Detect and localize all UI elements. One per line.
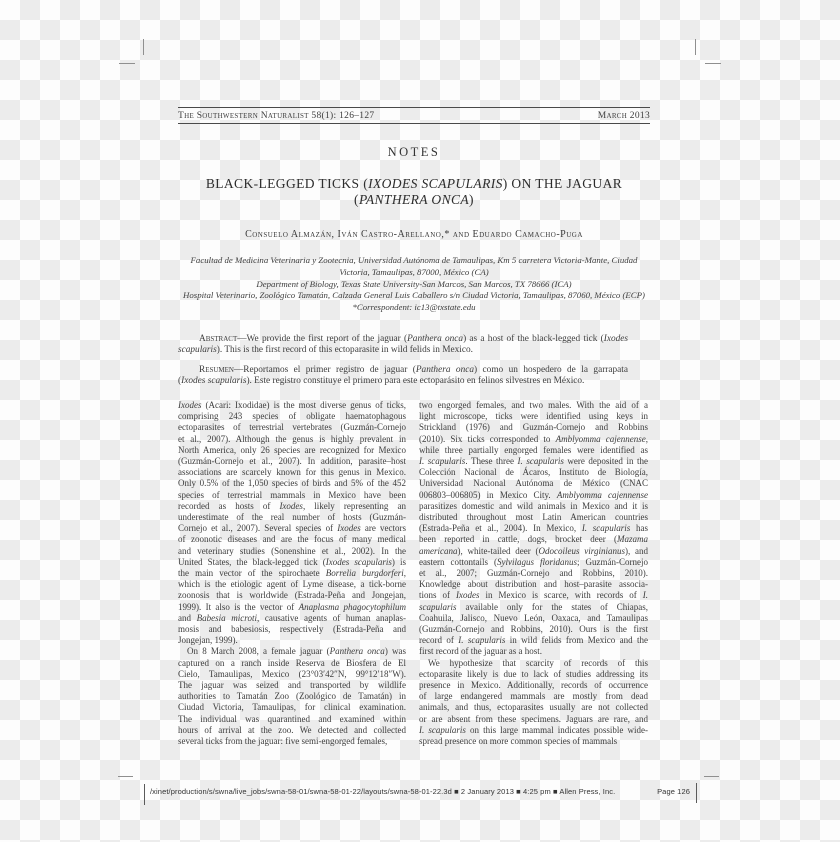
text-run: Cielo, Tamaulipas, Mexico (23°03′42″N, 99°12′18″W). <box>178 668 406 679</box>
text-line <box>178 456 406 467</box>
text-line <box>178 646 406 657</box>
text-run: I. scapularis <box>517 456 564 467</box>
text-run: recorded as hosts of <box>178 500 280 511</box>
text-line <box>419 434 648 445</box>
crop-mark-top-left-vertical <box>143 39 144 55</box>
text-line <box>178 411 406 422</box>
text-run: and veterinary studies (Sonenshine et al., 2002). In the <box>178 545 406 556</box>
text-run: ) is <box>391 556 406 567</box>
text-run: , <box>403 568 407 579</box>
text-run: captured on a ranch inside Reserva de Biosfera de El <box>178 657 406 668</box>
text-run: Jongejan, 1999). <box>178 635 238 646</box>
text-line <box>178 736 406 747</box>
text-run: been reported in cattle, dogs, brocket deer ( <box>419 534 617 545</box>
text-run: United States, the black-legged tick ( <box>178 556 326 567</box>
text-run: , causative agents of human anaplas- <box>256 612 406 623</box>
text-run: presence in Mexico. Additionally, records of occurrence <box>419 680 648 691</box>
text-run: comprising 243 species of obligate haematophagous <box>178 411 406 422</box>
text-line <box>178 523 406 534</box>
text-run: The individual was quarantined and examined within <box>178 713 406 724</box>
article-title <box>168 176 660 208</box>
text-line <box>419 602 648 613</box>
text-run: Ixodes <box>279 500 303 511</box>
text-run: Coahuila, Jalisco, Nuevo León, Oaxaca, and Tamaulipas <box>419 612 648 623</box>
text-line <box>178 624 406 635</box>
text-run: while three partially engorged females were identified as <box>419 444 648 455</box>
authors-line: Consuelo Almazán, Iván Castro-Arellano,* and Eduardo Camacho-Puga <box>245 229 583 240</box>
crop-mark-bottom-right-horizontal <box>704 776 719 777</box>
text-line <box>178 400 406 411</box>
body-right-column <box>419 400 648 747</box>
text-line <box>419 546 648 557</box>
text-run: On 8 March 2008, a female jaguar ( <box>187 646 330 657</box>
journal-issue-date: March 2013 <box>597 110 650 121</box>
text-run: are vectors <box>360 523 406 534</box>
text-line <box>178 546 406 557</box>
text-line <box>419 411 648 422</box>
text-run: ). Este registro constituye el primero para este ectoparásito en felinos silvestres en México. <box>246 376 585 387</box>
abstract-paragraph <box>178 334 628 357</box>
text-line <box>178 445 406 456</box>
journal-running-head <box>178 107 650 124</box>
resumen-paragraph <box>178 365 628 388</box>
affiliation-line: *Correspondent: ic13@txstate.edu <box>352 302 476 313</box>
text-run: hours of arrival at the zoo. We detected and collected <box>178 724 406 735</box>
text-line <box>419 702 648 713</box>
text-run: Only 0.5% of the 1,050 species of birds and 5% of the 452 <box>178 478 406 489</box>
text-run: Mazama <box>617 534 648 545</box>
text-run: Anaplasma phagocytophilum <box>298 601 406 612</box>
text-run: available only for the states of Chiapas, <box>456 601 648 612</box>
text-run: ), and <box>624 545 648 556</box>
text-line <box>419 725 648 736</box>
text-run: Panthera onca <box>407 334 464 344</box>
text-line <box>178 557 406 568</box>
text-run: Knowledge about distribution and host–parasite associa- <box>419 579 648 590</box>
text-run: . These three <box>465 456 518 467</box>
text-line <box>178 579 406 590</box>
text-line <box>178 725 406 736</box>
text-line <box>178 714 406 725</box>
text-line <box>178 345 628 356</box>
text-run: The jaguar was seized and transported by wildlife <box>178 680 406 691</box>
text-run: has <box>630 523 649 534</box>
text-run: light microscope, ticks were identified using keys in <box>419 411 648 422</box>
text-run: Ixodes <box>603 334 629 344</box>
text-run: Amblyomma cajennense <box>555 433 646 444</box>
text-line <box>178 376 628 387</box>
text-run: ; Guzmán-Cornejo <box>577 556 649 567</box>
text-line <box>419 512 648 523</box>
text-line <box>419 422 648 433</box>
text-run: ) ON THE JAGUAR <box>502 176 623 191</box>
text-line <box>419 568 648 579</box>
text-run: Ixodes scapularis <box>181 376 247 387</box>
text-line <box>419 635 648 646</box>
text-line <box>419 680 648 691</box>
text-run: et al., 2007; Guzmán-Cornejo and Robbins, 2010). <box>419 568 648 579</box>
text-line <box>178 691 406 702</box>
text-run: —Reportamos el primer registro de jaguar ( <box>233 365 416 375</box>
text-run: spread presence on more common species of mammals <box>419 736 618 747</box>
text-line <box>419 691 648 702</box>
text-run: parasitizes domestic and wild animals in Mexico and it is <box>419 500 648 511</box>
text-run: Cornejo et al., 2007). Several species of <box>178 523 338 534</box>
text-line <box>419 624 648 635</box>
text-run: ectoparasites of terrestrial vertebrates (Guzmán-Cornejo <box>178 422 406 433</box>
affiliation-line: Facultad de Medicina Veterinaria y Zootecnia, Universidad Autónoma de Tamaulipas, Km 5 carretera Victoria-Mante, Ciudad <box>190 255 638 265</box>
text-line <box>178 568 406 579</box>
text-line <box>419 658 648 669</box>
text-run: ). This is the first record of this ectoparasite in wild felids in Mexico. <box>216 345 473 356</box>
crop-mark-top-left-horizontal <box>119 63 135 64</box>
text-line <box>178 702 406 713</box>
article-title-line1 <box>168 176 660 192</box>
text-run: (Acari: Ixodidae) is the most diverse genus of ticks, <box>201 400 406 410</box>
journal-title: The Southwestern Naturalist 58(1): 126–127 <box>178 110 375 121</box>
text-run: ) como un hospedero de la garrapata <box>474 365 628 375</box>
slug-file-path: /xinet/production/s/swna/live_jobs/swna-58-01/swna-58-01-22/layouts/swna-58-01-22.3d ■ 2 January 2013 ■ 4:25 pm ■ Allen Press, Inc. <box>150 787 616 796</box>
text-run: species of terrestrial mammals in Mexico have been <box>178 489 406 500</box>
text-run: two engorged females, and two males. With the aid of a <box>419 400 648 410</box>
footer-slug-line <box>150 787 690 796</box>
slug-delimiter-right <box>696 783 697 803</box>
text-run: Ixodes <box>337 523 361 534</box>
text-run: (2010). Six ticks corresponded to <box>419 433 556 444</box>
text-line <box>178 422 406 433</box>
article-title-line2 <box>168 192 660 208</box>
text-run: et al., 2007). Although the genus is highly prevalent in <box>178 433 406 444</box>
text-run: Colección Nacional de Ácaros, Instituto de Biología, <box>419 467 648 478</box>
text-run: underestimate of the real number of hosts (Guzmán- <box>178 512 406 523</box>
text-line <box>178 602 406 613</box>
text-run: were deposited in the <box>563 456 649 467</box>
text-run: We hypothesize that scarcity of records of this <box>428 657 648 668</box>
text-run: I. scapularis <box>419 456 466 467</box>
text-line <box>419 400 648 411</box>
text-line <box>419 501 648 512</box>
page-number: Page 126 <box>657 787 690 796</box>
text-run: record of <box>419 635 459 646</box>
text-run: scapularis <box>178 345 217 356</box>
text-line <box>178 365 628 376</box>
text-run: Panthera onca <box>415 365 474 375</box>
affiliation-line: Department of Biology, Texas State University-San Marcos, San Marcos, TX 78666 (ICA) <box>256 278 572 289</box>
text-run: Babesia microti <box>196 612 257 623</box>
text-run: distributed throughout most Latin American countries <box>419 512 648 523</box>
text-line <box>419 478 648 489</box>
text-run: in Mexico is scarce, with records of <box>479 590 643 601</box>
slug-delimiter-left <box>144 784 145 805</box>
text-run: (Guzmán-Cornejo and Robbins, 2010). Ours is the first <box>419 624 648 635</box>
text-line <box>178 467 406 478</box>
text-line <box>178 534 406 545</box>
text-run: Abstract <box>199 334 238 344</box>
text-line <box>419 590 648 601</box>
text-run: Sylvilagus floridanus <box>497 556 578 567</box>
text-run: I. scapularis <box>419 724 466 735</box>
text-run: IXODES SCAPULARIS <box>368 176 503 191</box>
text-run: ectoparasite likely is due to lack of studies addressing its <box>419 668 648 679</box>
text-run: Universidad Nacional Autónoma de México (CNAC <box>419 478 648 489</box>
text-run: BLACK-LEGGED TICKS ( <box>205 176 369 191</box>
affiliation-line: Victoria, Tamaulipas, 87000, México (CA) <box>339 266 489 277</box>
text-run: which is the etiologic agent of Lyme disease, a tick-borne <box>178 579 406 590</box>
text-line <box>419 714 648 725</box>
affiliations-block <box>168 255 660 314</box>
text-line <box>419 669 648 680</box>
text-line <box>419 613 648 624</box>
text-run: several ticks from the jaguar: five semi-engorged females, <box>178 736 388 747</box>
text-run: ) as a host of the black-legged tick ( <box>463 334 604 344</box>
text-run: of zoonotic diseases and are the focus of many medical <box>178 534 406 545</box>
text-run: scapularis <box>419 601 457 612</box>
text-line <box>419 579 648 590</box>
text-line <box>178 490 406 501</box>
text-run: zoonosis that is worldwide (Estrada-Peña and Jongejan, <box>178 590 406 601</box>
text-run: or are absent from these specimens. Jaguars are rare, and <box>419 713 648 724</box>
text-run: I. scapularis <box>458 635 506 646</box>
text-run: of large endangered mammals are mostly from dead <box>419 691 648 702</box>
text-line <box>178 658 406 669</box>
text-run: I. <box>642 590 648 601</box>
text-run: Ixodes scapularis <box>325 556 392 567</box>
text-line <box>419 490 648 501</box>
text-run: ) <box>469 192 474 207</box>
text-run: first record of the jaguar as a host. <box>419 646 542 657</box>
text-run: authorities to Tamatán Zoo (Zoológico de Tamatán) in <box>178 691 406 702</box>
text-line <box>178 669 406 680</box>
text-run: Ixodes <box>178 400 202 410</box>
text-run: Strickland (1976) and Guzmán-Cornejo and Robbins <box>419 422 648 433</box>
text-run: and <box>178 612 197 623</box>
text-line <box>419 456 648 467</box>
text-line <box>419 646 648 657</box>
text-run: animals, and thus, ectoparasites usually are not collected <box>419 702 648 713</box>
text-run: in wild felids from Mexico and the <box>505 635 649 646</box>
text-run: 006803–006805) in Mexico City. <box>419 489 557 500</box>
text-line <box>419 523 648 534</box>
text-line <box>419 467 648 478</box>
text-run: tions of <box>419 590 457 601</box>
crop-mark-top-right-horizontal <box>705 63 721 64</box>
text-line <box>178 478 406 489</box>
text-run: americana <box>419 545 458 556</box>
text-run: Panthera onca <box>329 646 385 657</box>
text-run: eastern cottontails ( <box>419 556 497 567</box>
text-run: Borrelia burgdorferi <box>325 568 404 579</box>
text-run: associations are scarcely known for this genus in Mexico. <box>178 467 406 478</box>
text-run: on this large mammal indicates possible wide- <box>465 724 648 735</box>
text-run: PANTHERA ONCA <box>358 192 470 207</box>
text-run: (Guzmán-Cornejo et al., 2007). In addition, parasite–host <box>178 456 406 467</box>
text-run: ( <box>178 376 182 387</box>
text-line <box>419 445 648 456</box>
text-run: Ciudad Victoria, Tamaulipas, for clinical examination. <box>178 702 406 713</box>
text-line <box>178 635 406 646</box>
text-run: the main vector of the spirochaete <box>178 568 326 579</box>
text-line <box>419 736 648 747</box>
text-run: ), white-tailed deer ( <box>457 545 539 556</box>
text-run: Resumen <box>199 365 234 375</box>
text-line <box>419 534 648 545</box>
crop-mark-top-right-vertical <box>695 39 696 55</box>
text-line <box>178 434 406 445</box>
crop-mark-bottom-left-horizontal <box>118 776 133 777</box>
text-run: ) was <box>384 646 407 657</box>
text-run: ( <box>354 192 359 207</box>
body-left-column <box>178 400 406 747</box>
text-run: North America, only 26 species are recognized for Mexico <box>178 444 406 455</box>
text-line <box>178 680 406 691</box>
text-run: 1999). It also is the vector of <box>178 601 299 612</box>
text-line <box>178 501 406 512</box>
affiliation-line: Hospital Veterinario, Zoológico Tamatán, Calzada General Luis Caballero s/n Ciudad Victoria, Tamaulipas, 87060, México (ECP) <box>183 290 645 301</box>
section-label: NOTES <box>387 145 441 159</box>
text-run: Ixodes <box>456 590 480 601</box>
text-run: , <box>645 433 648 444</box>
text-run: (Estrada-Peña et al., 2004). In Mexico, <box>419 523 582 534</box>
text-line <box>178 590 406 601</box>
text-line <box>178 512 406 523</box>
text-line <box>419 557 648 568</box>
text-run: —We provide the first report of the jaguar ( <box>237 334 408 344</box>
text-run: , likely representing an <box>302 500 406 511</box>
text-line <box>178 613 406 624</box>
text-run: Amblyomma cajennense <box>556 489 648 500</box>
text-run: mosis and babesiosis, respectively (Estrada-Peña and <box>178 624 406 635</box>
text-run: I. scapularis <box>581 523 631 534</box>
text-run: Odocoileus virginianus <box>538 545 625 556</box>
text-line <box>178 334 628 345</box>
